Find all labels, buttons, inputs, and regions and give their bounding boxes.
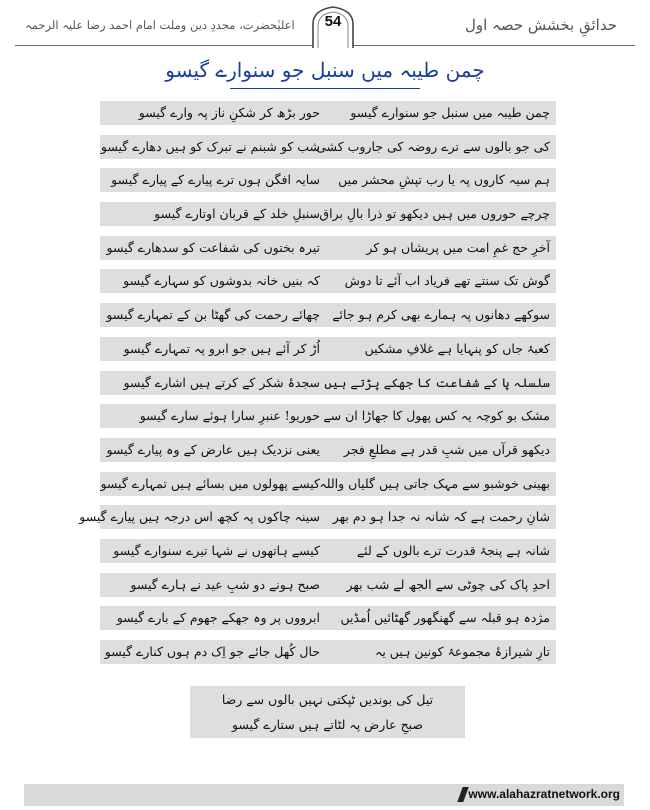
slash-icon — [457, 787, 468, 802]
final-misra-first: تیل کی بوندیں ٹپکتی نہیں بالوں سے رضا — [221, 692, 434, 707]
title-underline — [230, 88, 420, 89]
couplet — [100, 264, 556, 298]
page-footer — [24, 784, 624, 806]
misra-first: شانہ ہے پنجۂ قدرت ترے بالوں کے لئے — [356, 542, 550, 558]
couplet — [100, 534, 556, 568]
page-number: 54 — [324, 13, 342, 30]
couplet — [100, 635, 556, 669]
misra-first: احدِ پاک کی چوٹی سے الجھ لے شب بھر — [346, 576, 550, 592]
couplet — [100, 298, 556, 332]
misra-first: سوکھے دھانوں پہ ہمارے بھی کرم ہو جائے — [332, 307, 550, 323]
misra-second: سینہ چاکوں پہ کچھ اس درجہ ہیں پیارے گیسو — [79, 509, 320, 525]
couplet — [100, 96, 556, 130]
misra-second: یعنی نزدیک ہیں عارض کے وہ پیارے گیسو — [106, 441, 320, 457]
couplet — [79, 500, 556, 534]
misra-second: حوریو! عنبرِ سارا ہوئے سارے گیسو — [139, 408, 320, 424]
misra-first: سلسلہ پا کے شفاعت کا جھکے پڑتے ہیں — [324, 374, 550, 390]
poem-title: چمن طیبہ میں سنبل جو سنوارے گیسو — [165, 58, 485, 82]
misra-first: مشک بو کوچہ یہ کس پھول کا جھاڑا ان سے — [323, 408, 550, 424]
misra-second: کیسے ہاتھوں نے شہا تیرے سنوارے گیسو — [113, 542, 320, 558]
couplet — [100, 332, 556, 366]
misra-first: ہم سیہ کاروں پہ یا رب تپشِ محشر میں — [338, 172, 550, 188]
misra-second: چھائے رحمت کی گھٹا بن کے تمہارے گیسو — [106, 307, 320, 323]
misra-first: مژدہ ہو قبلہ سے گھنگھور گھٹائیں اُمڈیں — [340, 610, 550, 626]
misra-first: چمن طیبہ میں سنبل جو سنوارے گیسو — [350, 105, 550, 120]
misra-second: کیسے پھولوں میں بسائے ہیں تمہارے گیسو — [100, 475, 320, 491]
misra-second: کہ بنیں خانہ بدوشوں کو سہارے گیسو — [123, 273, 320, 289]
website-link[interactable]: www.alahazratnetwork.org — [468, 787, 620, 801]
misra-second: تیرہ بختوں کی شفاعت کو سدھارے گیسو — [106, 239, 320, 255]
misra-second: سایہ افگن ہوں ترے پیارے کے پیارے گیسو — [111, 172, 320, 188]
couplet — [100, 163, 556, 197]
page-number-badge — [310, 4, 356, 50]
couplet-list — [79, 96, 556, 669]
misra-first: کی جو بالوں سے ترے روضہ کی جاروب کشی — [316, 138, 550, 154]
couplet — [100, 399, 556, 433]
misra-second: اُڑ کر آئے ہیں جو ابرو پہ تمہارے گیسو — [123, 340, 320, 356]
misra-first: دیکھو قرآں میں شبِ قدر ہے مطلعِ فجر — [343, 441, 550, 457]
misra-first: شانِ رحمت ہے کہ شانہ نہ جدا ہو دم بھر — [332, 509, 550, 525]
misra-first: آخرِ حج غمِ امت میں پریشاں ہو کر — [366, 239, 550, 255]
author-line: اعلیٰحضرت، مجددِ دین وملت امام احمد رضا علیہ الرحمہ — [25, 18, 295, 32]
couplet — [100, 231, 556, 265]
misra-second: شب کو شبنم نے تبرک کو ہیں دھارے گیسو — [100, 138, 320, 154]
misra-first: بھینی خوشبو سے مہک جاتی ہیں گلیاں واللہ — [319, 475, 550, 491]
misra-second: سنبلِ خلد کے قربان اوتارے گیسو — [154, 206, 320, 222]
misra-second: حال کُھل جائے جو اِک دم ہوں کنارے گیسو — [104, 644, 320, 659]
misra-second: صبح ہونے دو شبِ عید نے ہارے گیسو — [130, 576, 320, 592]
final-misra-second: صبحِ عارض پہ لٹاتے ہیں ستارے گیسو — [231, 717, 424, 732]
couplet — [100, 130, 556, 164]
misra-first: چرچے حوروں میں ہیں دیکھو تو ذرا بالِ براق — [319, 206, 550, 222]
misra-first: کعبۂ جاں کو پنہایا ہے غلافِ مشکیں — [364, 340, 550, 356]
misra-second: سجدۂ شکر کے کرتے ہیں اشارے گیسو — [123, 374, 320, 390]
misra-second: ابرووں پر وہ جھکے جھوم کے بارے گیسو — [116, 610, 320, 626]
book-title: حدائقِ بخشش حصہ اول — [464, 16, 617, 34]
couplet — [100, 366, 556, 400]
couplet — [100, 601, 556, 635]
couplet — [100, 197, 556, 231]
misra-first: تارِ شیرازۂ مجموعۂ کونین ہیں یہ — [375, 644, 550, 659]
couplet — [100, 568, 556, 602]
couplet — [100, 433, 556, 467]
couplet — [100, 467, 556, 501]
misra-first: گوش تک سنتے تھے فریاد اب آئے تا دوش — [344, 273, 550, 289]
misra-second: حور بڑھ کر شکنِ ناز پہ وارے گیسو — [138, 105, 320, 120]
